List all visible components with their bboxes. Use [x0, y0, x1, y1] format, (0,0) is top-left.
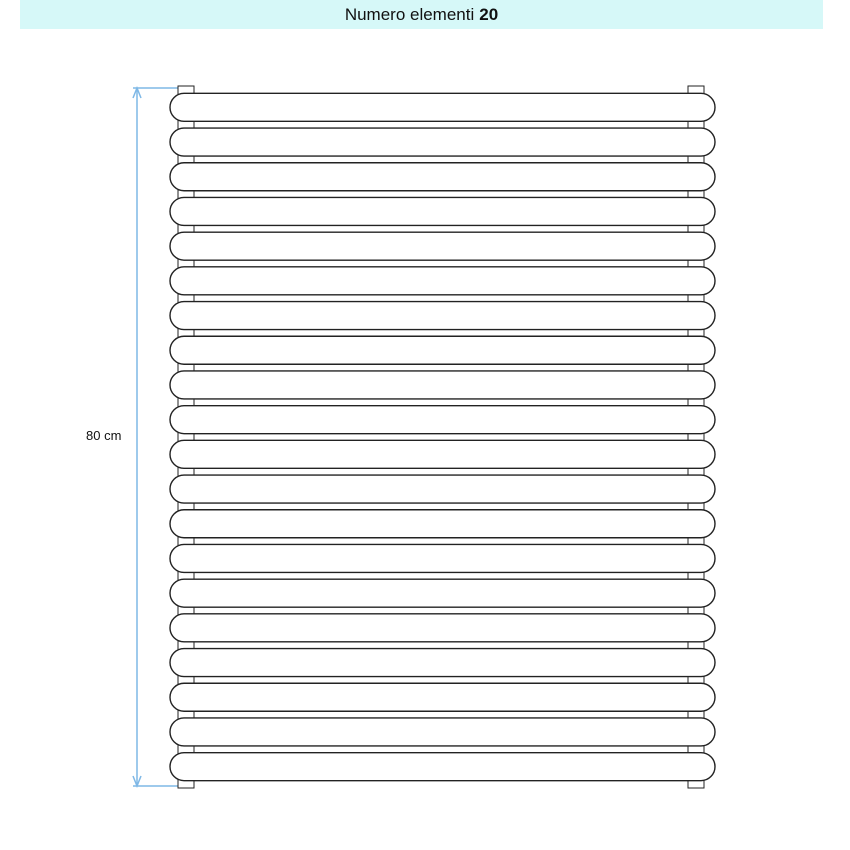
height-dimension-label: 80 cm: [86, 428, 122, 443]
radiator-element-15: [170, 579, 715, 607]
radiator-element-19: [170, 718, 715, 746]
radiator-element-1: [170, 93, 715, 121]
radiator-element-6: [170, 267, 715, 295]
radiator-element-18: [170, 683, 715, 711]
radiator-element-8: [170, 336, 715, 364]
radiator-element-5: [170, 232, 715, 260]
radiator-element-12: [170, 475, 715, 503]
radiator-element-13: [170, 510, 715, 538]
radiator-element-11: [170, 440, 715, 468]
radiator-element-2: [170, 128, 715, 156]
element-count-label: Numero elementi: [344, 4, 475, 24]
radiator-element-9: [170, 371, 715, 399]
radiator-element-16: [170, 614, 715, 642]
radiator-element-7: [170, 302, 715, 330]
radiator: [170, 86, 715, 788]
height-dimension-line: [133, 88, 178, 786]
radiator-element-4: [170, 197, 715, 225]
radiator-element-3: [170, 163, 715, 191]
element-count-value: 20: [479, 4, 499, 24]
radiator-element-10: [170, 406, 715, 434]
radiator-element-17: [170, 649, 715, 677]
radiator-element-14: [170, 544, 715, 572]
radiator-element-20: [170, 753, 715, 781]
